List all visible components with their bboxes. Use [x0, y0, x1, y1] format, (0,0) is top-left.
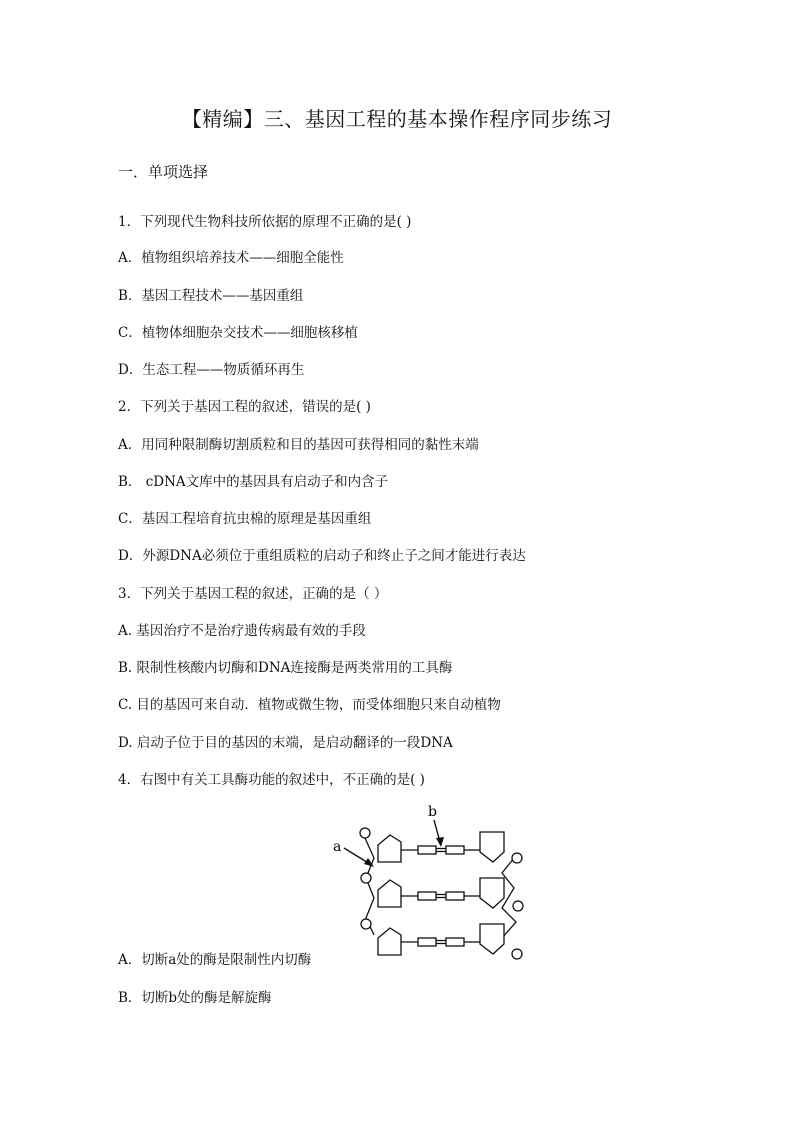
base-pair-rect — [418, 938, 436, 946]
question-4-option-a: A．切断a处的酶是限制性内切酶 — [118, 952, 312, 968]
dna-structure-diagram — [328, 800, 528, 962]
section-title: 一．单项选择 — [118, 163, 209, 181]
question-3-stem: 3．下列关于基因工程的叙述，正确的是（ ） — [118, 586, 388, 602]
question-2-option-c: C．基因工程培育抗虫棉的原理是基因重组 — [118, 511, 372, 527]
phosphate-circle — [512, 949, 522, 959]
question-1-option-a: A．植物组织培养技术——细胞全能性 — [118, 250, 344, 266]
base-pair-rect — [446, 892, 464, 900]
question-1-option-b: B．基因工程技术——基因重组 — [118, 288, 304, 304]
phosphate-circle — [361, 873, 371, 883]
phosphate-circle — [513, 901, 523, 911]
label-a: a — [333, 839, 342, 855]
phosphate-circle — [360, 828, 370, 838]
base-pair-rect — [446, 938, 464, 946]
question-1-option-d: D．生态工程——物质循环再生 — [118, 362, 305, 378]
question-2-option-b: B． cDNA文库中的基因具有启动子和内含子 — [118, 474, 389, 490]
right-base — [480, 832, 504, 862]
left-base — [378, 928, 401, 955]
question-3-option-a: A. 基因治疗不是治疗遗传病最有效的手段 — [118, 623, 366, 639]
question-3-option-c: C. 目的基因可来自动．植物或微生物，而受体细胞只来自动植物 — [118, 697, 501, 713]
arrowhead-b — [436, 837, 444, 847]
question-1-option-c: C．植物体细胞杂交技术——细胞核移植 — [118, 325, 358, 341]
question-1-stem: 1．下列现代生物科技所依据的原理不正确的是( ) — [118, 214, 412, 230]
right-base — [480, 878, 504, 908]
question-4-option-b: B．切断b处的酶是解旋酶 — [118, 990, 272, 1006]
base-pair-rect — [418, 892, 436, 900]
left-base — [378, 880, 401, 907]
question-2-option-d: D．外源DNA必须位于重组质粒的启动子和终止子之间才能进行表达 — [118, 548, 526, 564]
page-title: 【精编】三、基因工程的基本操作程序同步练习 — [181, 107, 613, 131]
question-3-option-d: D. 启动子位于目的基因的末端，是启动翻译的一段DNA — [118, 735, 453, 751]
question-2-option-a: A．用同种限制酶切割质粒和目的基因可获得相同的黏性末端 — [118, 437, 479, 453]
phosphate-circle — [512, 853, 522, 863]
question-2-stem: 2．下列关于基因工程的叙述，错误的是( ) — [118, 399, 371, 415]
left-base — [378, 835, 401, 862]
base-pair-rect — [446, 846, 464, 854]
phosphate-circle — [361, 919, 371, 929]
question-4-stem: 4．右图中有关工具酶功能的叙述中，不正确的是( ) — [118, 772, 425, 788]
base-pair-rect — [418, 846, 436, 854]
label-b: b — [428, 804, 437, 820]
question-3-option-b: B. 限制性核酸内切酶和DNA连接酶是两类常用的工具酶 — [118, 660, 453, 676]
right-base — [480, 924, 504, 954]
